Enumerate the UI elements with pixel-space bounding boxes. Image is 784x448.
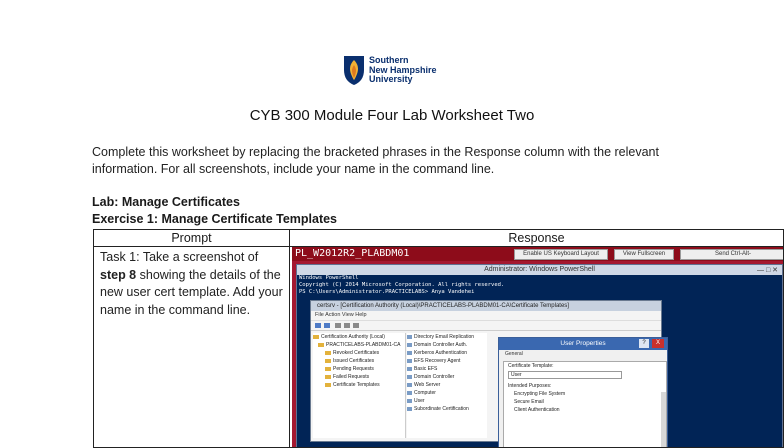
response-screenshot <box>292 247 784 448</box>
logo-line: New Hampshire <box>369 64 437 75</box>
template-icon <box>407 399 412 403</box>
list-item: Basic EFS <box>407 365 487 373</box>
table-header-row <box>94 230 784 247</box>
tree-item: Failed Requests <box>313 373 405 381</box>
folder-icon <box>325 359 331 363</box>
template-icon <box>407 367 412 371</box>
template-icon <box>407 407 412 411</box>
template-icon <box>407 383 412 387</box>
close-icon: X <box>652 339 664 348</box>
dialog-tab-general: General <box>505 351 523 357</box>
list-item: Web Server <box>407 381 487 389</box>
template-icon <box>407 343 412 347</box>
list-item: Directory Email Replication <box>407 333 487 341</box>
properties-icon <box>344 323 350 328</box>
list-item: Subordinate Certification <box>407 405 487 413</box>
folder-icon <box>318 343 324 347</box>
prompt-text-part: showing the details of the new user cert template. Add your name in the command line. <box>100 267 283 317</box>
shield-logo-icon <box>342 54 366 86</box>
up-folder-icon <box>335 323 341 328</box>
tree-item: PRACTICELABS-PLABDM01-CA <box>313 341 405 349</box>
folder-icon <box>325 351 331 355</box>
tree-item: Issued Certificates <box>313 357 405 365</box>
university-logo <box>342 54 452 88</box>
vm-host-bar <box>292 247 784 261</box>
powershell-title: Administrator: Windows PowerShell <box>484 266 595 273</box>
fullscreen-button: View Fullscreen <box>614 249 674 260</box>
logo-line: Southern <box>369 55 409 65</box>
back-arrow-icon <box>315 323 321 328</box>
folder-icon <box>325 383 331 387</box>
template-icon <box>407 351 412 355</box>
dialog-scrollbar <box>661 392 666 448</box>
template-list <box>407 333 487 438</box>
logo-line: University <box>369 74 413 84</box>
worksheet-table <box>93 229 784 448</box>
intro-paragraph: Complete this worksheet by replacing the bracketed phrases in the Response column with the relevant information. For all screenshots, include your name in the command line. <box>92 145 659 176</box>
window-controls-icon: — □ ✕ <box>757 267 778 274</box>
template-name-field: User <box>508 371 622 379</box>
template-icon <box>407 391 412 395</box>
folder-icon <box>313 335 319 339</box>
tree-item: Certification Authority (Local) <box>313 333 405 341</box>
response-header: Response <box>290 230 784 247</box>
list-item: EFS Recovery Agent <box>407 357 487 365</box>
certsrv-toolbar <box>311 321 661 331</box>
keyboard-layout-button: Enable US Keyboard Layout <box>514 249 608 260</box>
vm-host-title: PL_W2012R2_PLABDM01 <box>295 248 410 259</box>
console-line: Copyright (C) 2014 Microsoft Corporation. All rights reserved. <box>299 282 505 288</box>
template-icon <box>407 375 412 379</box>
lab-heading: Lab: Manage Certificates <box>92 195 240 209</box>
template-icon <box>407 359 412 363</box>
dialog-title: User Properties <box>560 340 606 347</box>
list-item: Kerberos Authentication <box>407 349 487 357</box>
forward-arrow-icon <box>324 323 330 328</box>
purpose-item: Secure Email <box>514 399 544 405</box>
list-item: Computer <box>407 389 487 397</box>
template-icon <box>407 335 412 339</box>
list-item: Domain Controller <box>407 373 487 381</box>
template-label: Certificate Template: <box>508 363 554 369</box>
purpose-item: Encrypting File System <box>514 391 566 397</box>
help-icon: ? <box>639 339 649 348</box>
list-item: Domain Controller Auth. <box>407 341 487 349</box>
folder-icon <box>325 375 331 379</box>
console-line: Windows PowerShell <box>299 275 359 281</box>
dialog-titlebar <box>499 338 667 350</box>
exercise-heading: Exercise 1: Manage Certificate Templates <box>92 212 338 226</box>
task-prompt <box>94 247 289 321</box>
certsrv-menubar: File Action View Help <box>311 311 661 321</box>
purpose-item: Client Authentication <box>514 407 560 413</box>
tree-item: Pending Requests <box>313 365 405 373</box>
prompt-text-part: Task 1: Take a screenshot of <box>100 250 259 264</box>
response-cell[interactable] <box>290 247 784 448</box>
refresh-icon <box>353 323 359 328</box>
prompt-header: Prompt <box>94 230 290 247</box>
purposes-label: Intended Purposes: <box>508 383 552 389</box>
step-reference: step 8 <box>100 267 137 282</box>
user-properties-dialog <box>498 337 668 448</box>
list-item: User <box>407 397 487 405</box>
ca-tree <box>313 333 406 438</box>
tree-item: Revoked Certificates <box>313 349 405 357</box>
prompt-cell <box>94 247 290 448</box>
send-ctrl-alt-del-button: Send Ctrl-Alt- <box>680 249 784 260</box>
tree-item: Certificate Templates <box>313 381 405 389</box>
table-row <box>94 247 784 448</box>
logo-wordmark <box>369 56 459 85</box>
folder-icon <box>325 367 331 371</box>
dialog-panel <box>503 361 667 448</box>
certsrv-titlebar: certsrv - [Certification Authority (Local)\PRACTICELABS-PLABDM01-CA\Certificate Templates] <box>311 301 661 311</box>
document-title: CYB 300 Module Four Lab Worksheet Two <box>249 107 535 124</box>
powershell-titlebar <box>297 265 782 275</box>
console-line: PS C:\Users\Administrator.PRACTICELABS> Anya Vandehei <box>299 289 475 295</box>
